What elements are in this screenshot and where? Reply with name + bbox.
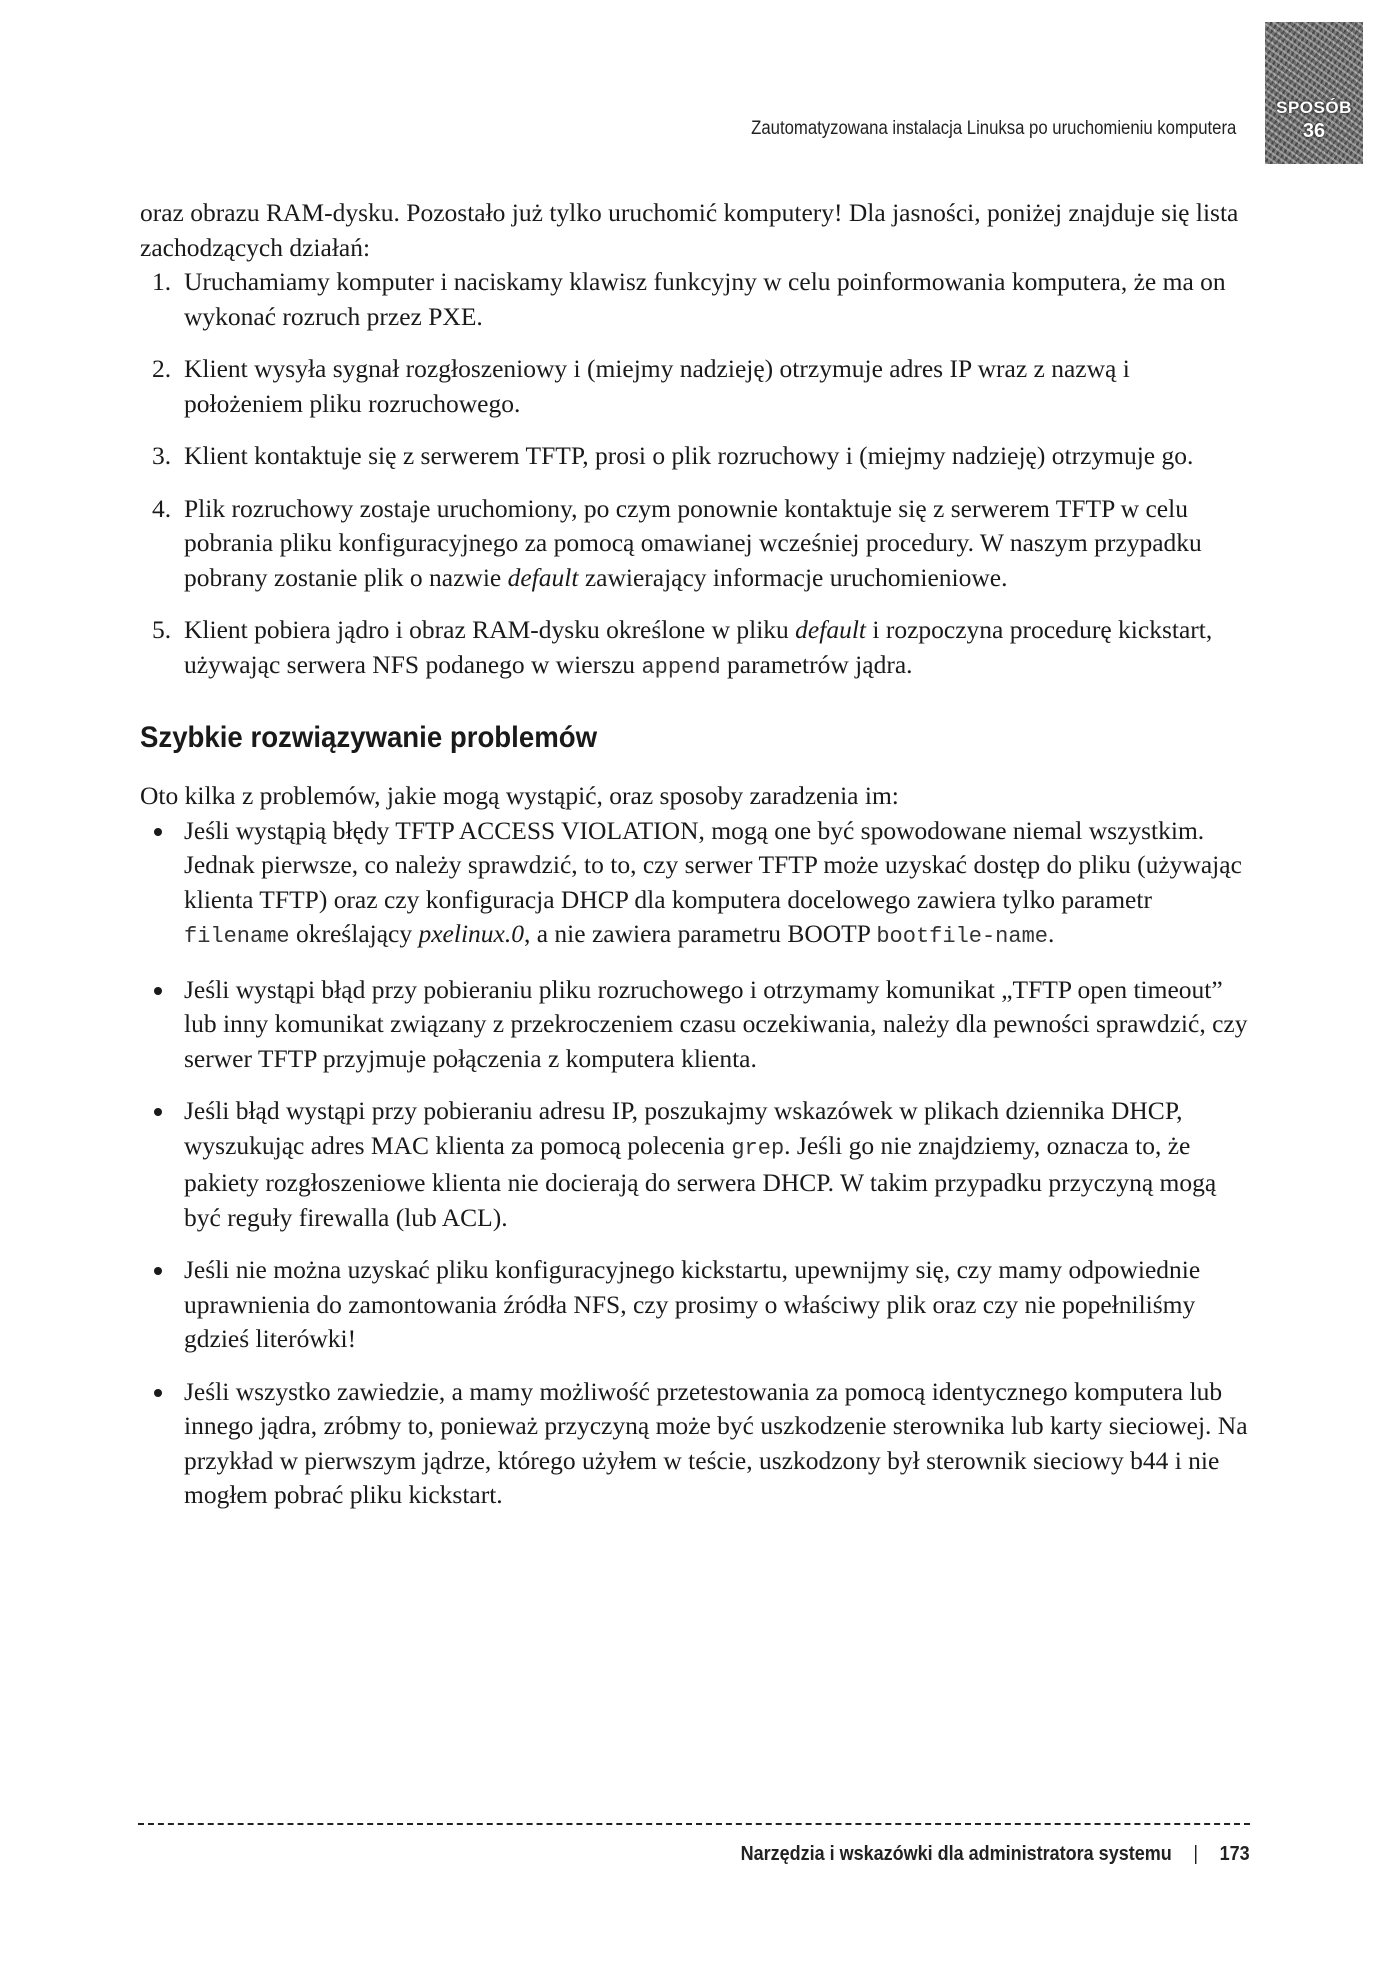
step-number: 2.: [152, 354, 172, 383]
list-item: [140, 1094, 1248, 1235]
bullet-text: .: [1048, 919, 1055, 948]
filename-italic: pxelinux.0: [418, 919, 524, 948]
tab-number: 36: [1302, 120, 1326, 142]
bullet-text: , a nie zawiera parametru BOOTP: [523, 919, 877, 948]
running-header: Zautomatyzowana instalacja Linuksa po uruchomieniu komputera: [750, 118, 1236, 139]
list-item: [140, 1375, 1248, 1513]
code-snippet: append: [641, 654, 721, 680]
bullet-icon: [154, 987, 162, 995]
filename-italic: default: [795, 615, 866, 644]
list-item: [140, 973, 1248, 1077]
list-item: [140, 492, 1248, 596]
list-item: [140, 613, 1248, 685]
step-text: Uruchamiamy komputer i naciskamy klawisz funkcyjny w celu poinformowania komputera, że ma on wykonać rozruch przez PXE.: [184, 267, 1226, 331]
footer-divider: [138, 1823, 1250, 1825]
step-text: zawierający informacje uruchomieniowe.: [578, 562, 1008, 592]
steps-list: [140, 265, 1248, 685]
bullet-icon: [154, 1389, 162, 1397]
code-snippet: grep: [731, 1135, 785, 1161]
bullet-text: Jeśli błąd wystąpi przy pobieraniu adresu IP, poszukajmy wskazówek w plikach dziennika DHCP, wyszukując adres MAC klienta za pomocą polecenia: [184, 1096, 1183, 1160]
list-item: [140, 814, 1248, 955]
list-item: [140, 352, 1248, 421]
book-title: Narzędzia i wskazówki dla administratora systemu: [740, 1843, 1173, 1865]
section-lead: Oto kilka z problemów, jakie mogą wystąpić, oraz sposoby zaradzenia im:: [140, 781, 899, 810]
intro-paragraph: oraz obrazu RAM-dysku. Pozostało już tylko uruchomić komputery! Dla jasności, poniżej znajduje się lista zachodzących działań:: [140, 198, 1239, 262]
filename-italic: default: [507, 562, 579, 592]
step-number: 1.: [152, 267, 172, 296]
troubleshooting-list: [140, 814, 1248, 1513]
code-snippet: filename: [184, 924, 290, 949]
step-text: Plik rozruchowy zostaje uruchomiony, po czym ponownie kontaktuje się z serwerem TFTP w celu pobrania pliku konfiguracyjnego za pomocą omawianej wcześniej procedury. W naszym przypadku pobrany zostanie plik o nazwie: [184, 493, 1202, 592]
running-footer: [741, 1843, 1250, 1866]
bullet-icon: [154, 828, 162, 836]
bullet-text: określający: [289, 919, 419, 948]
list-item: [140, 439, 1248, 474]
bullet-text: . Jeśli go nie znajdziemy, oznacza to, że pakiety rozgłoszeniowe klienta nie docierają do serwera DHCP. W takim przypadku przyczyną mogą być reguły firewalla (lub ACL).: [184, 1130, 1217, 1232]
list-item: [140, 265, 1248, 334]
step-text: Klient kontaktuje się z serwerem TFTP, prosi o plik rozruchowy i (miejmy nadzieję) otrzymuje go.: [184, 441, 1194, 470]
step-text: parametrów jądra.: [720, 649, 913, 679]
section-tab: [1265, 22, 1363, 164]
code-snippet: bootfile-name: [876, 924, 1048, 949]
bullet-icon: [154, 1108, 162, 1116]
step-text: Klient pobiera jądro i obraz RAM-dysku określone w pliku: [184, 615, 796, 644]
step-number: 4.: [152, 493, 172, 523]
bullet-text: Jeśli wszystko zawiedzie, a mamy możliwość przetestowania za pomocą identycznego komputera lub innego jądra, zróbmy to, ponieważ przyczyną może być uszkodzenie sterownika lub karty sieciowej. Na przykład w pierwszym jądrze, którego użyłem w teście, uszkodzony był sterownik sieciowy b44 i nie mogłem pobrać pliku kickstart.: [184, 1376, 1248, 1509]
bullet-text: Jeśli nie można uzyskać pliku konfiguracyjnego kickstartu, upewnijmy się, czy mamy odpowiednie uprawnienia do zamontowania źródła NFS, czy prosimy o właściwy plik oraz czy nie popełniliśmy gdzieś literówki!: [184, 1255, 1201, 1353]
step-number: 3.: [152, 441, 172, 470]
tab-label: SPOSÓB: [1276, 98, 1352, 117]
list-item: [140, 1253, 1248, 1357]
step-number: 5.: [152, 615, 172, 644]
page-content: [140, 196, 1248, 1531]
section-heading: Szybkie rozwiązywanie problemów: [140, 721, 598, 754]
bullet-icon: [154, 1267, 162, 1275]
step-text: Klient wysyła sygnał rozgłoszeniowy i (miejmy nadzieję) otrzymuje adres IP wraz z nazwą i położeniem pliku rozruchowego.: [184, 354, 1130, 418]
page-number: 173: [1219, 1843, 1250, 1865]
bullet-text: Jeśli wystąpią błędy TFTP ACCESS VIOLATION, mogą one być spowodowane niemal wszystkim. Jednak pierwsze, co należy sprawdzić, to to, czy serwer TFTP może uzyskać dostęp do pliku (używając klienta TFTP) oraz czy konfiguracja DHCP dla komputera docelowego zawiera tylko parametr: [184, 815, 1242, 914]
bullet-text: Jeśli wystąpi błąd przy pobieraniu pliku rozruchowego i otrzymamy komunikat „TFTP open timeout” lub inny komunikat związany z przekroczeniem czasu oczekiwania, należy dla pewności sprawdzić, czy serwer TFTP przyjmuje połączenia z komputera klienta.: [184, 974, 1248, 1073]
footer-separator: |: [1193, 1843, 1199, 1865]
step-text: i rozpoczyna procedurę kickstart, używając serwera NFS podanego w wierszu: [184, 615, 1213, 679]
